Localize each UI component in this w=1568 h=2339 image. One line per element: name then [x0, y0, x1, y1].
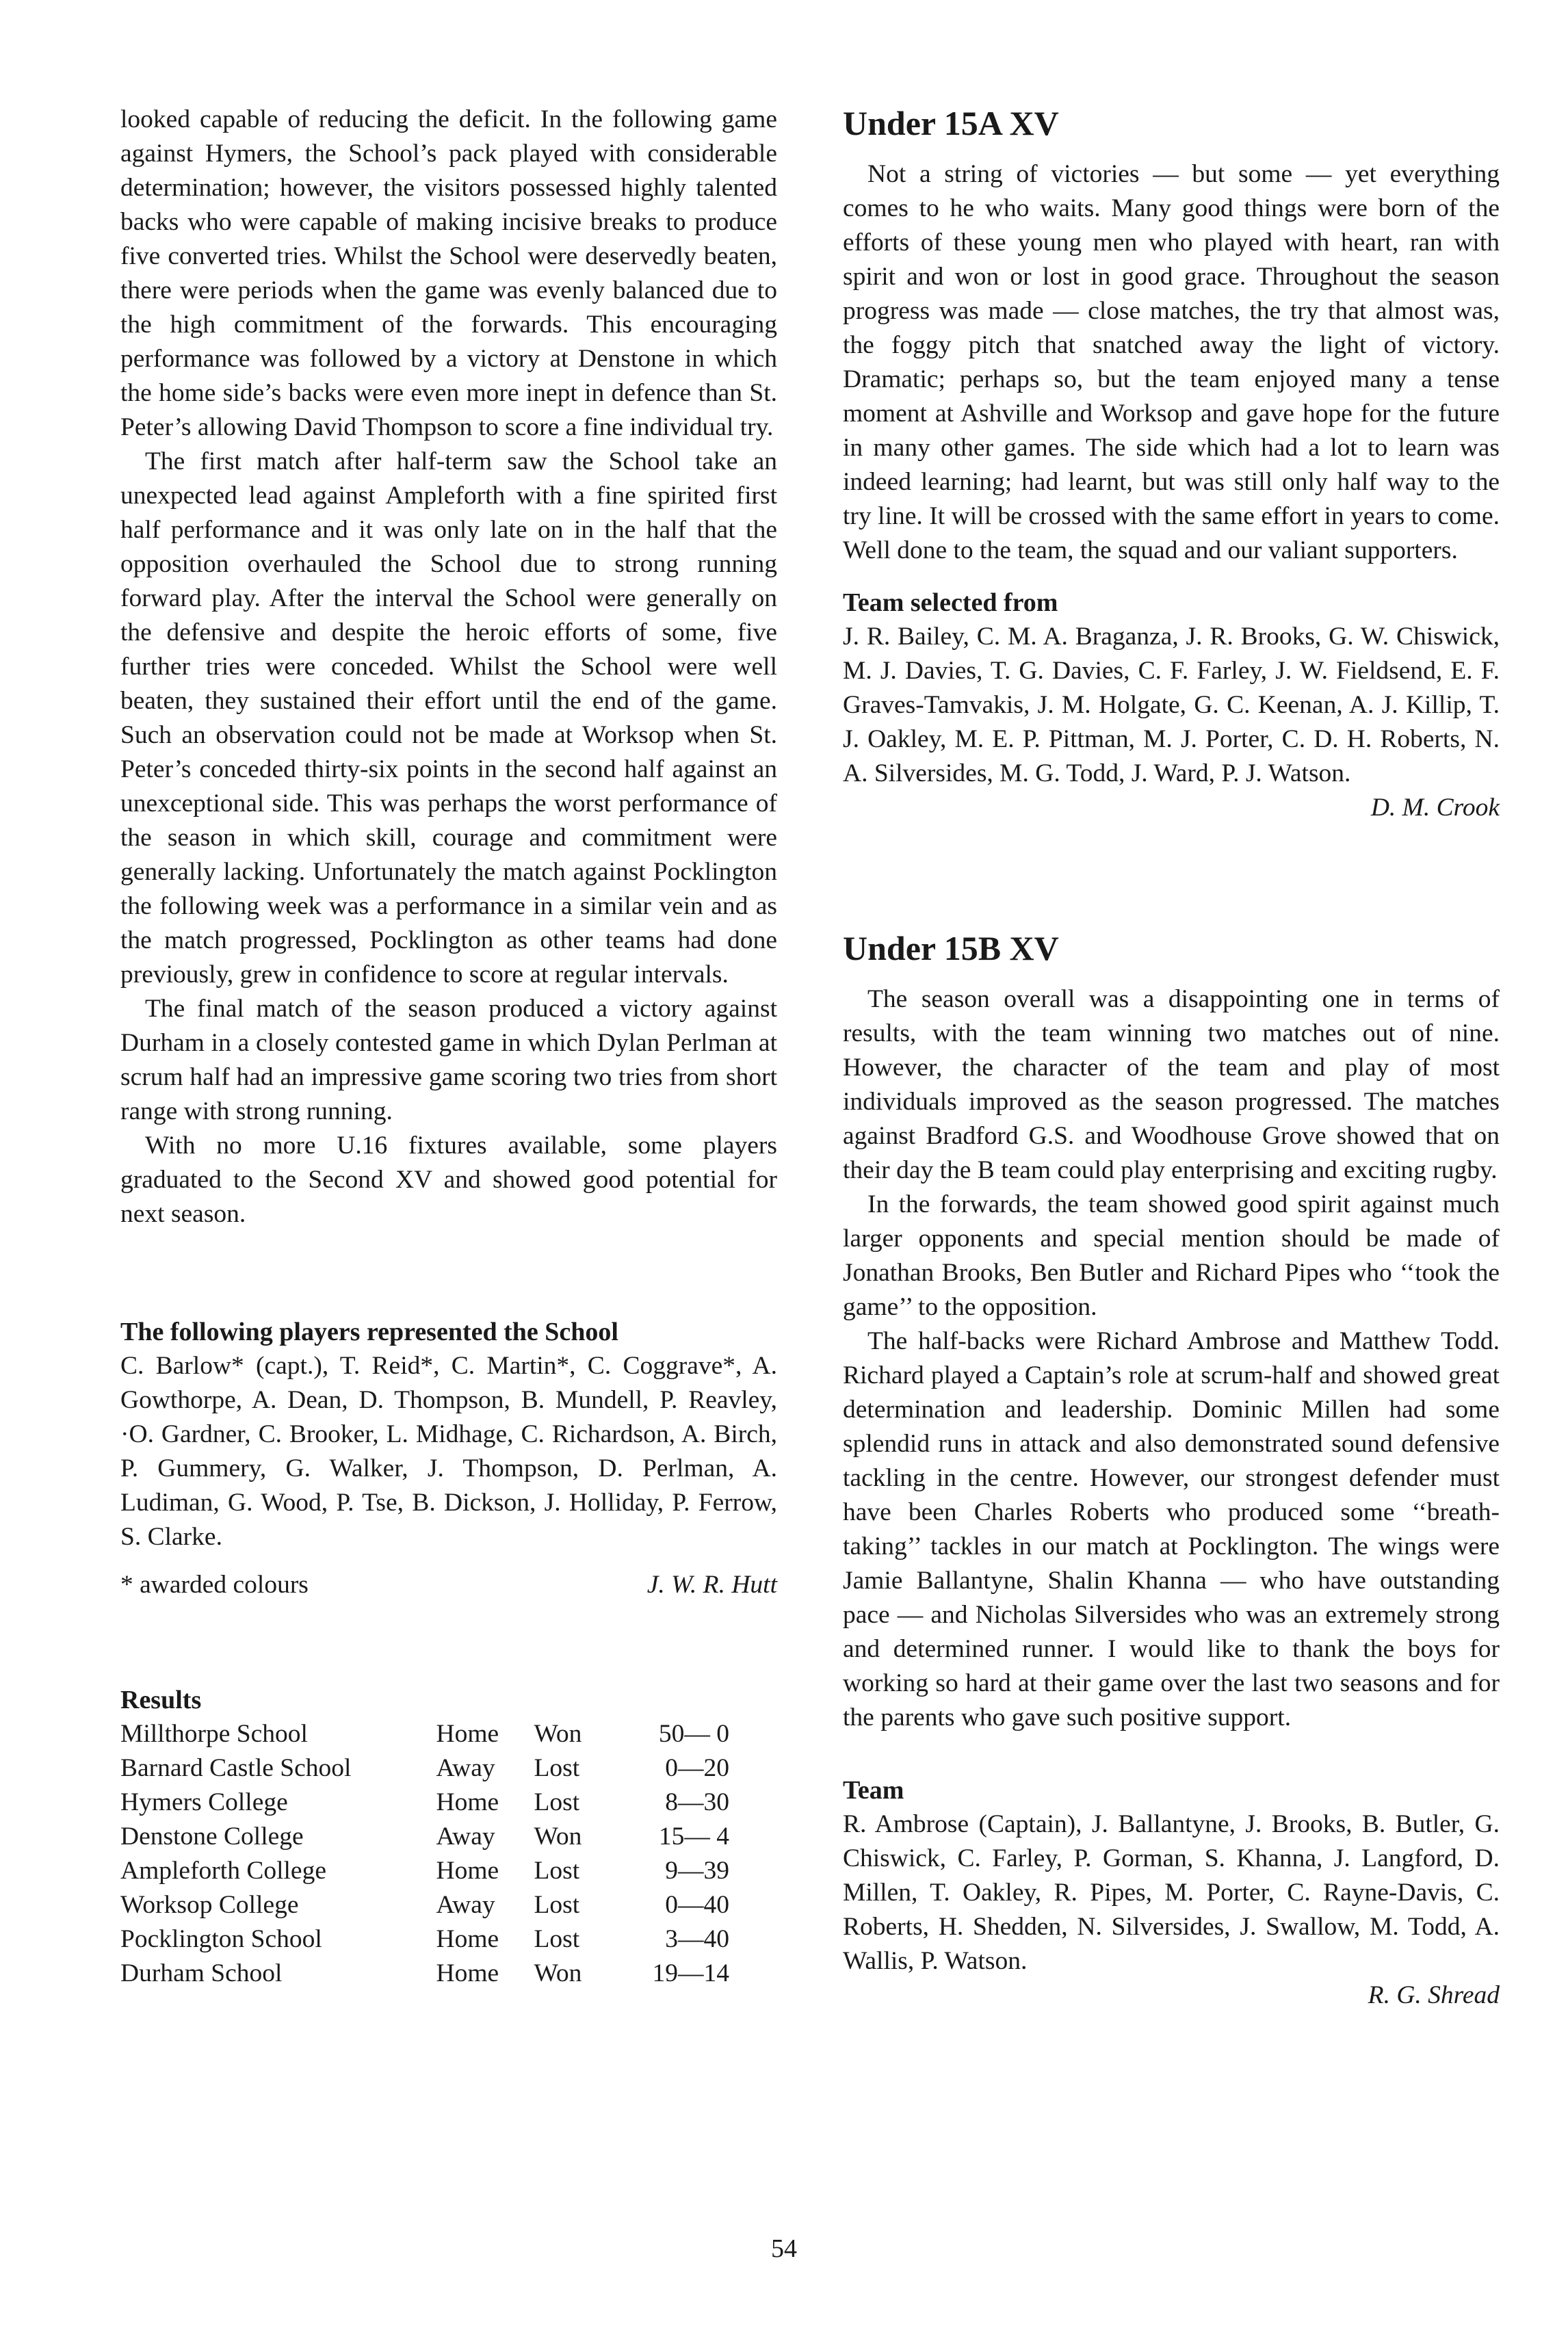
result-outcome: Lost: [534, 1891, 580, 1919]
right-column: [843, 103, 1500, 2013]
results-heading: Results: [120, 1686, 202, 1714]
colours-signature-row: [120, 1568, 777, 1602]
under-15a-team-heading: Team selected from: [843, 588, 1058, 617]
result-score: 3—40: [665, 1925, 729, 1953]
colours-note: * awarded colours: [120, 1571, 309, 1599]
u16-paragraph-1: looked capable of reducing the deficit. In the following game against Hymers, the School’s pack played with considerable determination; however, the visitors possessed highly talented backs who were capable of making incisive breaks to produce five converted tries. Whilst the School were deservedly beaten, there were periods when the game was evenly balanced due to the high commitment of the forwards. This encouraging performance was followed by a victory at Denstone in which the home side’s backs were even more inept in defence than St. Peter’s allowing David Thompson to score a fine individual try.: [120, 105, 777, 441]
result-school: Worksop College: [120, 1891, 299, 1919]
result-outcome: Lost: [534, 1925, 580, 1953]
under-15a-team-list: J. R. Bailey, C. M. A. Braganza, J. R. Brooks, G. W. Chiswick, M. J. Davies, T. G. Davies, C. F. Farley, J. W. Fieldsend, E. F. Graves-Tamvakis, J. M. Holgate, G. C. Keenan, A. J. Killip, T. J. Oakley, M. E. P. Pittman, M. J. Porter, C. D. H. Roberts, N. A. Silversides, M. G. Todd, J. Ward, P. J. Watson.: [843, 623, 1500, 787]
under-15a-paragraph: Not a string of victories — but some — yet everything comes to he who waits. Many good things were born of the efforts of these young men who played with heart, ran with spirit and won or lost in good grace. Throughout the season progress was made — close matches, the try that almost was, the foggy pitch that snatched away the light of victory. Dramatic; perhaps so, but the team enjoyed many a tense moment at Ashville and Worksop and gave hope for the future in many other games. The side which had a lot to learn was indeed learning; had learnt, but was still only half way to the try line. It will be crossed with the same effort in years to come. Well done to the team, the squad and our valiant supporters.: [843, 160, 1500, 564]
result-score: 9—39: [665, 1857, 729, 1885]
table-row: [120, 1854, 777, 1888]
under-15b-paragraph-1: The season overall was a disappointing one in terms of results, with the team winning two matches out of nine. However, the character of the team and play of most individuals improved as the season progressed. The matches against Bradford G.S. and Woodhouse Grove showed that on their day the B team could play enterprising and exciting rugby.: [843, 985, 1500, 1184]
under-15b-paragraph-3: The half-backs were Richard Ambrose and Matthew Todd. Richard played a Captain’s role at scrum-half and showed great determination and leadership. Dominic Millen had some splendid runs in attack and also demonstrated sound defensive tackling in the centre. However, our strongest defender must have been Charles Roberts who produced some ‘‘breath-taking’’ tackles in our match at Pocklington. The wings were Jamie Ballantyne, Shalin Khanna — who have outstanding pace — and Nicholas Silversides who was an extremely strong and determined runner. I would like to thank the boys for working so hard at their game over the last two seasons and for the parents who gave such positive support.: [843, 1327, 1500, 1732]
under-15b-team-heading: Team: [843, 1776, 904, 1805]
result-venue: Away: [436, 1822, 495, 1851]
result-venue: Away: [436, 1891, 495, 1919]
result-school: Barnard Castle School: [120, 1754, 352, 1782]
result-score: 0—20: [665, 1754, 729, 1782]
signature-hutt: J. W. R. Hutt: [646, 1571, 777, 1599]
result-school: Hymers College: [120, 1788, 288, 1816]
result-venue: Home: [436, 1959, 499, 1987]
result-score: 8—30: [665, 1788, 729, 1816]
players-list: C. Barlow* (capt.), T. Reid*, C. Martin*, C. Coggrave*, A. Gowthorpe, A. Dean, D. Thompson, B. Mundell, P. Reavley, ·O. Gardner, C. Brooker, L. Midhage, C. Richardson, A. Birch, P. Gummery, G. Walker, J. Thompson, D. Perlman, A. Ludiman, G. Wood, P. Tse, B. Dickson, J. Holliday, P. Ferrow, S. Clarke.: [120, 1352, 777, 1551]
under-15b-paragraph-2: In the forwards, the team showed good spirit against much larger opponents and special mention should be made of Jonathan Brooks, Ben Butler and Richard Pipes who ‘‘took the game’’ to the opposition.: [843, 1190, 1500, 1321]
u16-paragraph-4: With no more U.16 fixtures available, some players graduated to the Second XV and showed good potential for next season.: [120, 1132, 777, 1228]
result-score: 50— 0: [658, 1720, 729, 1748]
signature-shread: R. G. Shread: [1368, 1981, 1500, 2009]
result-school: Durham School: [120, 1959, 283, 1987]
signature-crook: D. M. Crook: [1370, 794, 1500, 822]
under-15a-section: [843, 103, 1500, 825]
result-score: 0—40: [665, 1891, 729, 1919]
under-15a-title: Under 15A XV: [843, 104, 1059, 142]
result-score: 15— 4: [658, 1822, 729, 1851]
result-outcome: Won: [534, 1720, 582, 1748]
u16-paragraph-2: The first match after half-term saw the School take an unexpected lead against Ampleforth with a fine spirited first half performance and it was only late on in the half that the opposition overhauled the School due to strong running forward play. After the interval the School were generally on the defensive and despite the heroic efforts of some, five further tries were conceded. Whilst the School were well beaten, they sustained their effort until the end of the game. Such an observation could not be made at Worksop when St. Peter’s conceded thirty-six points in the second half against an unexceptional side. This was perhaps the worst performance of the season in which skill, courage and commitment were generally lacking. Unfortunately the match against Pocklington the following week was a performance in a similar vein and as the match progressed, Pocklington as other teams had done previously, grew in confidence to score at regular intervals.: [120, 447, 777, 989]
result-venue: Home: [436, 1857, 499, 1885]
result-school: Millthorpe School: [120, 1720, 308, 1748]
result-outcome: Won: [534, 1959, 582, 1987]
result-venue: Home: [436, 1925, 499, 1953]
result-school: Ampleforth College: [120, 1857, 326, 1885]
result-school: Denstone College: [120, 1822, 304, 1851]
result-outcome: Won: [534, 1822, 582, 1851]
page-number: 54: [771, 2234, 797, 2263]
under-15b-title: Under 15B XV: [843, 929, 1059, 967]
table-row: [120, 1717, 777, 1751]
result-outcome: Lost: [534, 1754, 580, 1782]
table-row: [120, 1820, 777, 1854]
players-heading: The following players represented the School: [120, 1318, 618, 1346]
table-row: [120, 1888, 777, 1922]
result-outcome: Lost: [534, 1788, 580, 1816]
result-venue: Home: [436, 1720, 499, 1748]
result-school: Pocklington School: [120, 1925, 322, 1953]
table-row: [120, 1922, 777, 1957]
u16-paragraph-3: The final match of the season produced a victory against Durham in a closely contested game in which Dylan Perlman at scrum half had an impressive game scoring two tries from short range with strong running.: [120, 995, 777, 1125]
result-score: 19—14: [652, 1959, 729, 1987]
result-outcome: Lost: [534, 1857, 580, 1885]
under-15b-team-list: R. Ambrose (Captain), J. Ballantyne, J. Brooks, B. Butler, G. Chiswick, C. Farley, P. Gorman, S. Khanna, J. Langford, D. Millen, T. Oakley, R. Pipes, M. Porter, C. Rayne-Davis, C. Roberts, H. Shedden, N. Silversides, J. Swallow, M. Todd, A. Wallis, P. Watson.: [843, 1810, 1500, 1975]
table-row: [120, 1786, 777, 1820]
left-column: [120, 103, 777, 1991]
result-venue: Away: [436, 1754, 495, 1782]
table-row: [120, 1957, 777, 1991]
under-15b-section: [843, 928, 1500, 2013]
results-table: [120, 1717, 777, 1991]
table-row: [120, 1751, 777, 1786]
result-venue: Home: [436, 1788, 499, 1816]
